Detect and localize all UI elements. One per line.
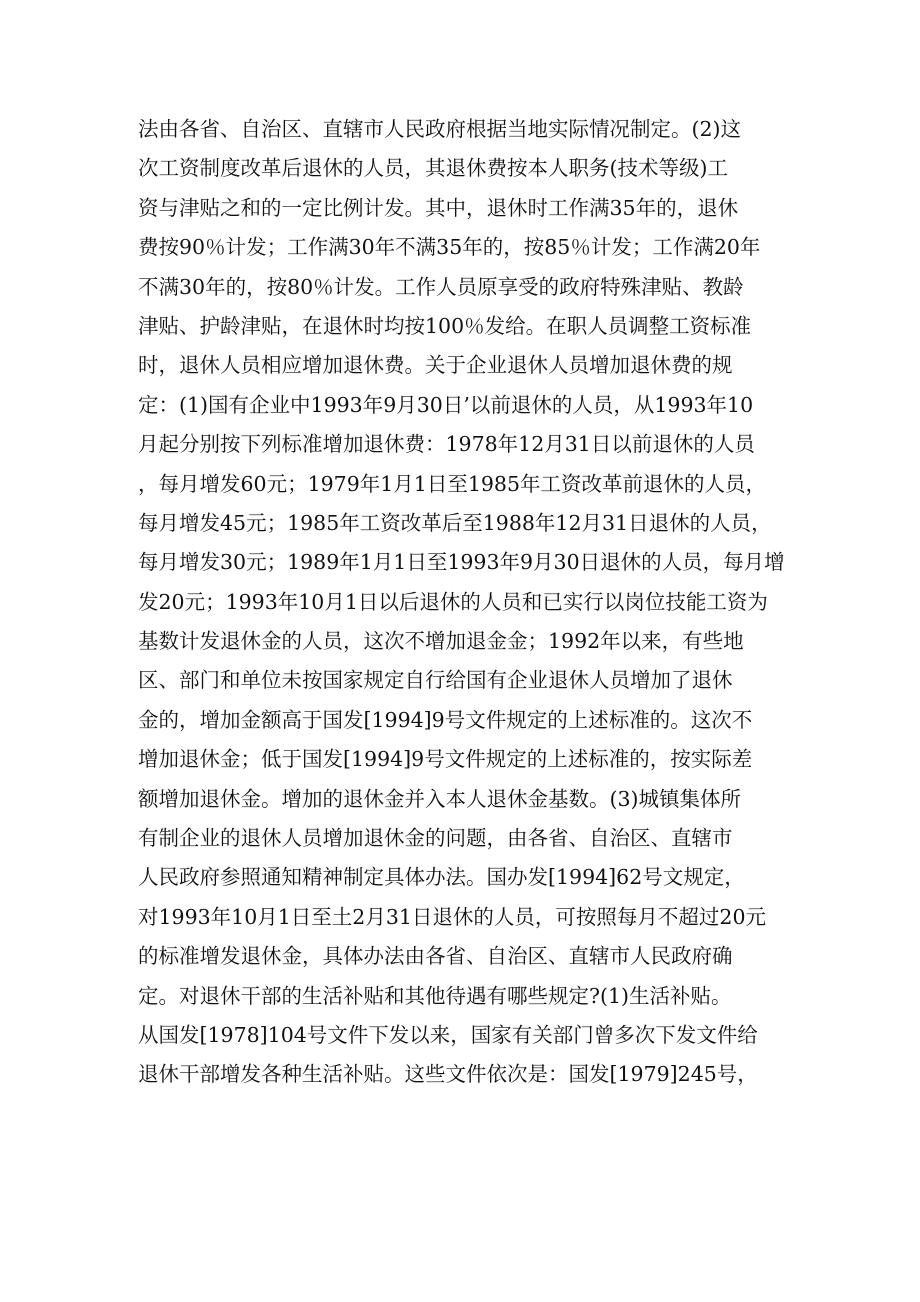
text-line: 费按90％计发；工作满30年不满35年的，按85％计发；工作满20年	[138, 235, 761, 260]
text-line: 不满30年的，按80％计发。工作人员原享受的政府特殊津贴、教龄	[138, 274, 744, 299]
text-line: 金的，增加金额高于国发[1994]9号文件规定的上述标准的。这次不	[138, 707, 753, 732]
text-line: 的标准增发退休金，具体办法由各省、自治区、直辖市人民政府确	[138, 944, 733, 969]
text-line: ，每月增发60元；1979年1月1日至1985年工资改革前退休的人员，	[138, 471, 767, 496]
text-line: 次工资制度改革后退休的人员，其退休费按本人职务(技术等级)工	[138, 156, 728, 181]
text-line: 基数计发退休金的人员，这次不增加退金金；1992年以来，有些地	[138, 629, 744, 654]
text-line: 区、部门和单位未按国家规定自行给国有企业退休人员增加了退休	[138, 668, 733, 693]
text-line: 资与津贴之和的一定比例计发。其中，退休时工作满35年的，退休	[138, 195, 739, 220]
text-line: 每月增发45元；1985年工资改革后至1988年12月31日退休的人员，	[138, 510, 772, 535]
text-line: 有制企业的退休人员增加退休金的问题，由各省、自治区、直辖市	[138, 826, 733, 851]
text-line: 定。对退休干部的生活补贴和其他待遇有哪些规定?(1)生活补贴。	[138, 983, 732, 1008]
text-line: 从国发[1978]104号文件下发以来，国家有关部门曾多次下发文件给	[138, 1022, 758, 1047]
text-line: 发20元；1993年10月1日以后退休的人员和已实行以岗位技能工资为	[138, 589, 768, 614]
text-line: 人民政府参照通知精神制定具体办法。国办发[1994]62号文规定，	[138, 865, 745, 890]
text-line: 每月增发30元；1989年1月1日至1993年9月30日退休的人员，每月增	[138, 550, 785, 575]
text-line: 定：(1)国有企业中1993年9月30日’以前退休的人员，从1993年10	[138, 392, 754, 417]
text-line: 退休干部增发各种生活补贴。这些文件依次是：国发[1979]245号，	[138, 1062, 758, 1087]
text-line: 增加退休金；低于国发[1994]9号文件规定的上述标准的，按实际差	[138, 747, 753, 772]
text-line: 时，退休人员相应增加退休费。关于企业退休人员增加退休费的规	[138, 353, 733, 378]
body-paragraph	[138, 110, 788, 1095]
text-line: 月起分别按下列标准增加退休费：1978年12月31日以前退休的人员	[138, 432, 755, 457]
text-line: 津贴、护龄津贴，在退休时均按100％发给。在职人员调整工资标准	[138, 313, 752, 338]
text-line: 法由各省、自治区、直辖市人民政府根据当地实际情况制定。(2)这	[138, 117, 742, 141]
text-line: 额增加退休金。增加的退休金并入本人退休金基数。(3)城镇集体所	[138, 786, 742, 811]
text-line: 对1993年10月1日至土2月31日退休的人员，可按照每月不超过20元	[138, 904, 767, 929]
